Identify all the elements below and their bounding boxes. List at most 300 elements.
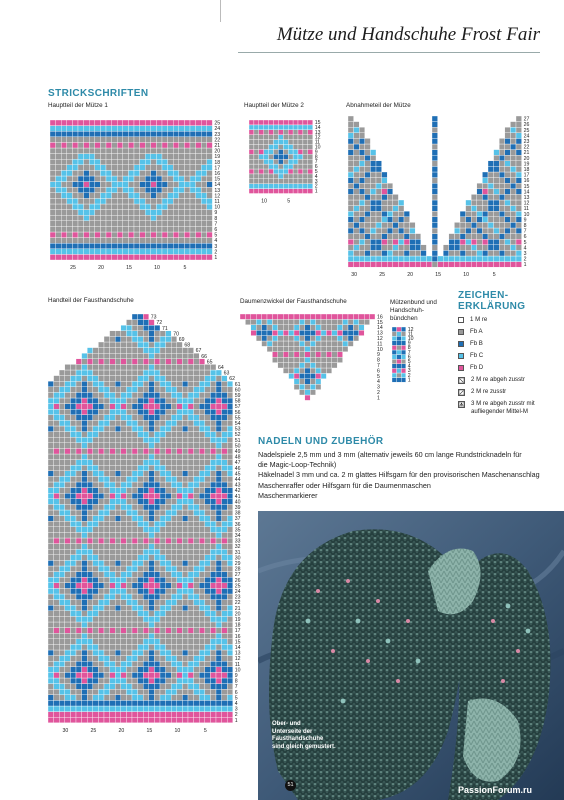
chart-cell (112, 226, 118, 232)
chart-cell (188, 538, 194, 544)
chart-cell (179, 204, 185, 210)
chart-cell (70, 577, 76, 583)
chart-cell (227, 706, 233, 712)
chart-cell (93, 420, 99, 426)
chart-cell (365, 245, 371, 251)
chart-cell (104, 426, 110, 432)
chart-cell (294, 330, 299, 335)
chart-cell (154, 577, 160, 583)
chart-cell (140, 120, 146, 126)
chart-cell (254, 189, 259, 194)
chart-cell (188, 488, 194, 494)
chart-cell (488, 217, 494, 223)
chart-cell (177, 404, 183, 410)
photo-caption-line: sind gleich gemustert. (272, 743, 336, 750)
chart-cell (393, 194, 399, 200)
chart-cell (160, 661, 166, 667)
chart-cell (76, 387, 82, 393)
chart-cell (48, 392, 54, 398)
chart-cell (177, 650, 183, 656)
chart-cell (432, 194, 438, 200)
chart-cell (59, 460, 65, 466)
chart-cell (59, 538, 65, 544)
row-label: 15 (523, 183, 530, 190)
chart-cell (392, 341, 397, 346)
chart-cell (182, 633, 188, 639)
chart-cell (160, 706, 166, 712)
chart-cell (160, 639, 166, 645)
chart-cell (494, 256, 500, 262)
chart-cell (303, 159, 308, 164)
chart-cell (516, 217, 522, 223)
chart-cell (415, 234, 421, 240)
chart-cell (177, 409, 183, 415)
chart-cell (249, 145, 254, 150)
chart-cell (454, 245, 460, 251)
chart-cell (256, 314, 261, 319)
chart-cell (126, 454, 132, 460)
chart-cell (160, 404, 166, 410)
row-label: 3 (407, 368, 411, 375)
chart-cell (104, 672, 110, 678)
chart-cell (227, 387, 233, 393)
chart-cell (154, 706, 160, 712)
chart-cell (326, 346, 331, 351)
chart-cell (48, 622, 54, 628)
chart-cell (138, 516, 144, 522)
chart-cell (110, 639, 116, 645)
chart-cell (82, 549, 88, 555)
chart-cell (93, 443, 99, 449)
chart-cell (305, 314, 310, 319)
chart-cell (278, 154, 283, 159)
chart-cell (288, 159, 293, 164)
chart-cell (156, 126, 162, 132)
chart-cell (98, 432, 104, 438)
chart-cell (54, 521, 60, 527)
chart-cell (110, 510, 116, 516)
chart-cell (283, 325, 288, 330)
chart-cell (421, 250, 427, 256)
chart-cell (98, 712, 104, 718)
chart-cell (182, 712, 188, 718)
chart-cell (432, 200, 438, 206)
chart-cell (87, 404, 93, 410)
chart-cell (365, 239, 371, 245)
chart-cell (87, 583, 93, 589)
chart-cell (289, 330, 294, 335)
chart-cell (162, 131, 168, 137)
chart-cell (401, 368, 406, 373)
chart-cell (48, 577, 54, 583)
chart-cell (382, 250, 388, 256)
chart-cell (110, 381, 116, 387)
chart-cell (54, 392, 60, 398)
chart-cell (171, 448, 177, 454)
row-label: 62 (229, 376, 235, 383)
row-label: 8 (377, 357, 380, 364)
chart-cell (182, 426, 188, 432)
chart-cell (54, 684, 60, 690)
chart-cell (110, 392, 116, 398)
chart-cell (149, 588, 155, 594)
chart-cell (140, 243, 146, 249)
chart-cell (210, 628, 216, 634)
chart-cell (205, 404, 211, 410)
chart-cell (216, 398, 222, 404)
chart-cell (168, 210, 174, 216)
chart-cell (305, 357, 310, 362)
chart-cell (140, 182, 146, 188)
chart-cell (160, 572, 166, 578)
chart-cell (149, 538, 155, 544)
chart-cell (194, 555, 200, 561)
chart-cell (316, 357, 321, 362)
chart-cell (121, 516, 127, 522)
chart-cell (151, 226, 157, 232)
row-label: 43 (234, 482, 241, 489)
chart-cell (76, 504, 82, 510)
chart-cell (365, 161, 371, 167)
chart-cell (332, 314, 337, 319)
chart-cell (67, 193, 73, 199)
chart-cell (477, 189, 483, 195)
chart-cell (382, 239, 388, 245)
chart-cell (222, 482, 228, 488)
chart-cell (59, 415, 65, 421)
chart-cell (117, 254, 123, 260)
chart-cell (199, 695, 205, 701)
chart-cell (179, 226, 185, 232)
chart-cell (98, 454, 104, 460)
chart-cell (348, 234, 354, 240)
chart-cell (299, 390, 304, 395)
chart-cell (376, 222, 382, 228)
chart-cell (283, 319, 288, 324)
chart-cell (510, 200, 516, 206)
chart-cell (196, 226, 202, 232)
chart-cell (143, 516, 149, 522)
chart-cell (482, 206, 488, 212)
chart-cell (510, 161, 516, 167)
chart-cell (72, 215, 78, 221)
chart-cell (145, 198, 151, 204)
chart-cell (138, 616, 144, 622)
chart-cell (210, 443, 216, 449)
chart-cell (298, 164, 303, 169)
chart-cell (370, 194, 376, 200)
chart-cell (76, 443, 82, 449)
chart-cell (308, 154, 313, 159)
chart-cell (65, 392, 71, 398)
chart-cell (104, 420, 110, 426)
chart-cell (308, 125, 313, 130)
chart-cell (143, 359, 149, 365)
chart-cell (82, 392, 88, 398)
chart-cell (177, 588, 183, 594)
chart-cell (140, 159, 146, 165)
chart-cell (56, 238, 62, 244)
chart-cell (499, 256, 505, 262)
chart-cell (70, 678, 76, 684)
chart-cell (61, 221, 67, 227)
chart-cell (104, 549, 110, 555)
chart-cell (210, 404, 216, 410)
chart-cell (376, 228, 382, 234)
chart-cell (404, 217, 410, 223)
chart-cell (72, 249, 78, 255)
chart-cell (196, 154, 202, 160)
chart-cell (98, 527, 104, 533)
chart-cell (143, 700, 149, 706)
chart-cell (93, 667, 99, 673)
chart-cell (48, 460, 54, 466)
chart-cell (177, 454, 183, 460)
chart-cell (162, 154, 168, 160)
chart-cell (359, 178, 365, 184)
chart-cell (305, 352, 310, 357)
chart-cell (205, 644, 211, 650)
chart-cell (89, 193, 95, 199)
chart-cell (87, 588, 93, 594)
chart-cell (205, 717, 211, 723)
chart-cell (365, 211, 371, 217)
chart-cell (182, 555, 188, 561)
chart-cell (199, 700, 205, 706)
chart-cell (227, 622, 233, 628)
chart-cell (199, 448, 205, 454)
chart-cell (201, 210, 207, 216)
row-label: 12 (407, 326, 414, 333)
chart-cell (249, 159, 254, 164)
chart-cell (278, 149, 283, 154)
chart-cell (298, 179, 303, 184)
chart-cell (222, 706, 228, 712)
chart-cell (190, 249, 196, 255)
chart-cell (184, 198, 190, 204)
chart-cell (354, 200, 360, 206)
chart-cell (93, 577, 99, 583)
chart-cell (166, 404, 172, 410)
chart-cell (82, 521, 88, 527)
chart-cell (104, 443, 110, 449)
chart-cell (104, 706, 110, 712)
chart-cell (210, 527, 216, 533)
chart-cell (56, 126, 62, 132)
chart-cell (196, 215, 202, 221)
chart-cell (54, 482, 60, 488)
chart-cell (264, 130, 269, 135)
chart-cell (54, 510, 60, 516)
chart-cell (272, 336, 277, 341)
chart-cell (89, 137, 95, 143)
chart-cell (488, 234, 494, 240)
chart-cell (78, 187, 84, 193)
chart-cell (460, 234, 466, 240)
chart-cell (160, 476, 166, 482)
legend-label: 3 M re abgeh zusstr mit aufliegender Mittel-M (471, 400, 535, 415)
chart-cell (376, 178, 382, 184)
chart-cell (82, 717, 88, 723)
chart-cell (121, 650, 127, 656)
chart-cell (154, 672, 160, 678)
chart-cell (143, 600, 149, 606)
chart-cell (132, 605, 138, 611)
chart-cell (76, 376, 82, 382)
chart-cell (87, 392, 93, 398)
legend-rows (458, 316, 558, 436)
row-label: 21 (214, 142, 221, 149)
chart-cell (216, 639, 222, 645)
chart-cell (112, 142, 118, 148)
chart-cell (117, 198, 123, 204)
chart-cell (254, 179, 259, 184)
chart-cell (365, 178, 371, 184)
chart-cell (149, 454, 155, 460)
chart-cell (126, 633, 132, 639)
chart-cell (89, 154, 95, 160)
chart-cell (194, 510, 200, 516)
chart-cell (254, 154, 259, 159)
chart-cell (70, 476, 76, 482)
chart-cell (182, 420, 188, 426)
chart-cell (132, 348, 138, 354)
chart-cell (321, 346, 326, 351)
chart-cell (126, 482, 132, 488)
chart-cell (264, 184, 269, 189)
chart-cell (222, 488, 228, 494)
chart-cell (184, 210, 190, 216)
chart-cell (93, 516, 99, 522)
chart-cell (54, 516, 60, 522)
chart-cell (410, 262, 416, 268)
chart-cell (415, 250, 421, 256)
chart-cell (182, 560, 188, 566)
chart-cell (188, 516, 194, 522)
chart-cell (59, 555, 65, 561)
chart-cell (182, 678, 188, 684)
chart-cell (365, 172, 371, 178)
chart-cell (288, 149, 293, 154)
chart-cell (488, 239, 494, 245)
chart-cell (210, 712, 216, 718)
chart-cell (123, 238, 129, 244)
chart-cell (126, 656, 132, 662)
chart-cell (199, 644, 205, 650)
chart-cell (110, 387, 116, 393)
chart-cell (316, 341, 321, 346)
chart-cell (95, 170, 101, 176)
chart-cell (194, 521, 200, 527)
chart-cell (140, 131, 146, 137)
chart-cell (171, 364, 177, 370)
chart-cell (376, 166, 382, 172)
chart-cell (104, 628, 110, 634)
chart-cell (259, 149, 264, 154)
chart-cell (494, 234, 500, 240)
chart-cell (151, 148, 157, 154)
chart-cell (269, 179, 274, 184)
chart-cell (171, 689, 177, 695)
chart-cell (93, 616, 99, 622)
chart-cell (121, 448, 127, 454)
chart-cell (353, 336, 358, 341)
chart-cell (376, 245, 382, 251)
chart-cell (126, 488, 132, 494)
chart-cell (510, 262, 516, 268)
chart-cell (398, 239, 404, 245)
chart-cell (184, 221, 190, 227)
chart-cell (78, 243, 84, 249)
chart-cell (104, 404, 110, 410)
chart-cell (216, 644, 222, 650)
chart-cell (205, 572, 211, 578)
chart-cell (93, 387, 99, 393)
row-label: 18 (234, 622, 241, 629)
chart-cell (70, 504, 76, 510)
chart-cell (143, 521, 149, 527)
chart-cell (179, 193, 185, 199)
chart-cell (432, 206, 438, 212)
chart-cell (432, 262, 438, 268)
chart-cell (70, 532, 76, 538)
chart-cell (128, 187, 134, 193)
chart-cell (182, 482, 188, 488)
chart-cell (227, 566, 233, 572)
chart-cell (201, 120, 207, 126)
chart-cell (254, 125, 259, 130)
chart-cell (222, 443, 228, 449)
chart-cell (443, 256, 449, 262)
chart-cell (140, 204, 146, 210)
chart-cell (222, 689, 228, 695)
chart-cell (207, 226, 213, 232)
chart-cell (359, 314, 364, 319)
chart-cell (205, 432, 211, 438)
chart-cell (104, 684, 110, 690)
chart-cell (59, 493, 65, 499)
chart-cell (149, 532, 155, 538)
chart-cell (87, 644, 93, 650)
chart-cell (132, 409, 138, 415)
chart-cell (70, 398, 76, 404)
chart-cell (316, 368, 321, 373)
chart-cell (106, 198, 112, 204)
chart-cell (154, 353, 160, 359)
chart-cell (56, 232, 62, 238)
chart-cell (222, 493, 228, 499)
chart-cell (56, 198, 62, 204)
chart-cell (321, 341, 326, 346)
chart-cell (78, 249, 84, 255)
chart-cell (149, 717, 155, 723)
chart-cell (82, 376, 88, 382)
chart-cell (190, 137, 196, 143)
chart-cell (89, 198, 95, 204)
chart-cell (182, 471, 188, 477)
chart-cell (156, 232, 162, 238)
chart-cell (54, 454, 60, 460)
chart-cell (70, 549, 76, 555)
chart-cell (321, 368, 326, 373)
chart-cell (93, 639, 99, 645)
chart-cell (227, 516, 233, 522)
chart-cell (505, 138, 511, 144)
chart-cell (126, 376, 132, 382)
chart-cell (54, 667, 60, 673)
chart-cell (82, 572, 88, 578)
chart-cell (78, 204, 84, 210)
